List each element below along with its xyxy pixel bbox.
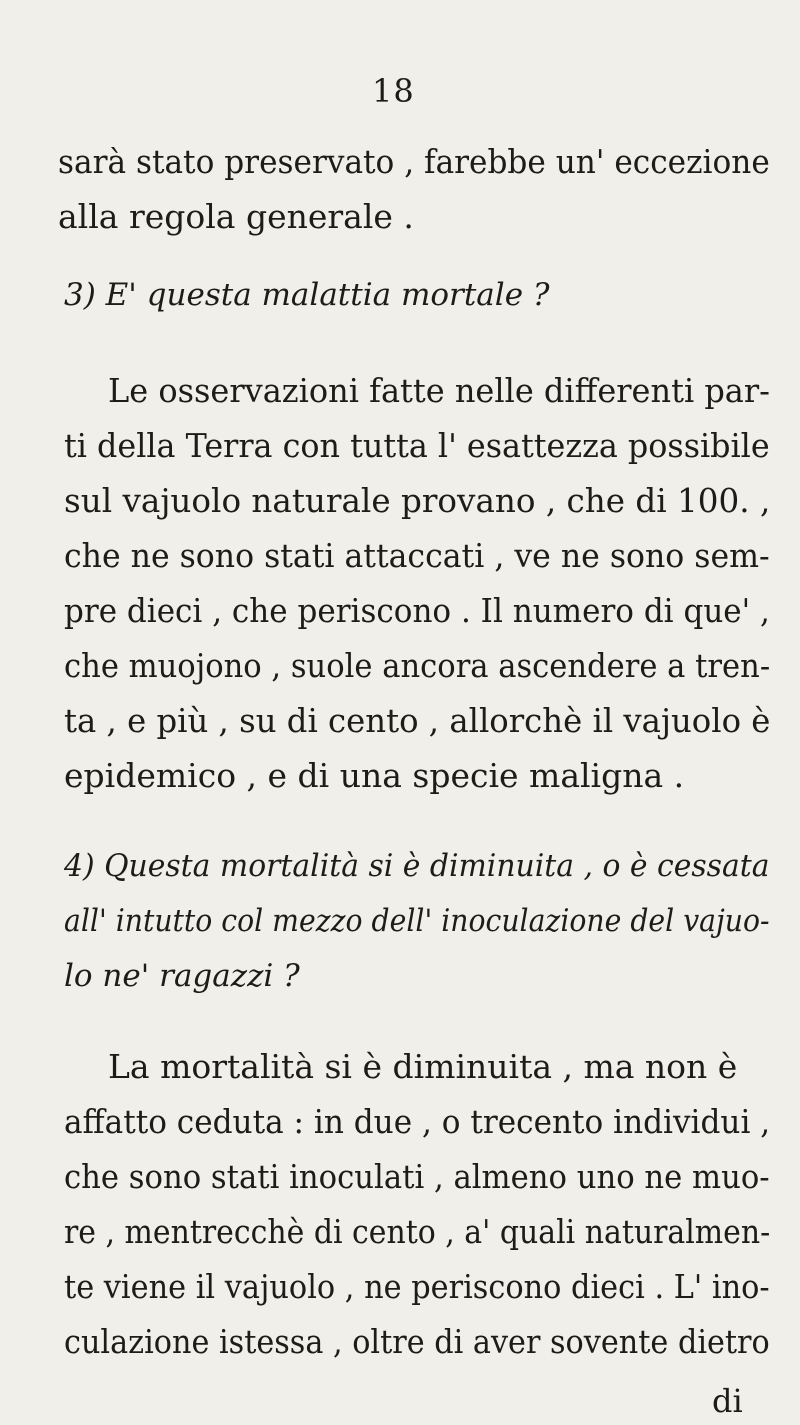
text-line: alla regola generale . [58, 197, 414, 236]
page-number: 18 [372, 72, 415, 110]
text-line: ti della Terra con tutta l' esattezza possibile [64, 426, 770, 465]
text-line: La mortalità si è diminuita , ma non è [108, 1047, 738, 1086]
text-line: ta , e più , su di cento , allorchè il vajuolo è [64, 701, 771, 740]
text-line: re , mentrecchè di cento , a' quali naturalmen- [64, 1212, 771, 1251]
text-line: te viene il vajuolo , ne periscono dieci . L' ino- [64, 1267, 770, 1306]
question-heading: lo ne' ragazzi ? [64, 958, 300, 994]
text-line: culazione istessa , oltre di aver sovente dietro [64, 1322, 770, 1361]
text-line: che ne sono stati attaccati , ve ne sono sem- [64, 536, 770, 575]
question-heading: all' intutto col mezzo dell' inoculazione del vajuo- [64, 903, 770, 939]
text-line: sul vajuolo naturale provano , che di 100. , [64, 481, 771, 520]
question-heading: 3) E' questa malattia mortale ? [64, 277, 550, 313]
text-line: affatto ceduta : in due , o trecento individui , [64, 1102, 771, 1141]
text-line: che sono stati inoculati , almeno uno ne muo- [64, 1157, 770, 1196]
text-line: Le osservazioni fatte nelle differenti par- [108, 371, 770, 410]
text-line: che muojono , suole ancora ascendere a tren- [64, 646, 771, 685]
catchword: di [712, 1382, 743, 1420]
question-heading: 4) Questa mortalità si è diminuita , o è cessata [64, 848, 770, 884]
text-line: epidemico , e di una specie maligna . [64, 756, 685, 795]
text-line: pre dieci , che periscono . Il numero di que' , [64, 591, 770, 630]
text-line: sarà stato preservato , farebbe un' eccezione [58, 142, 770, 181]
